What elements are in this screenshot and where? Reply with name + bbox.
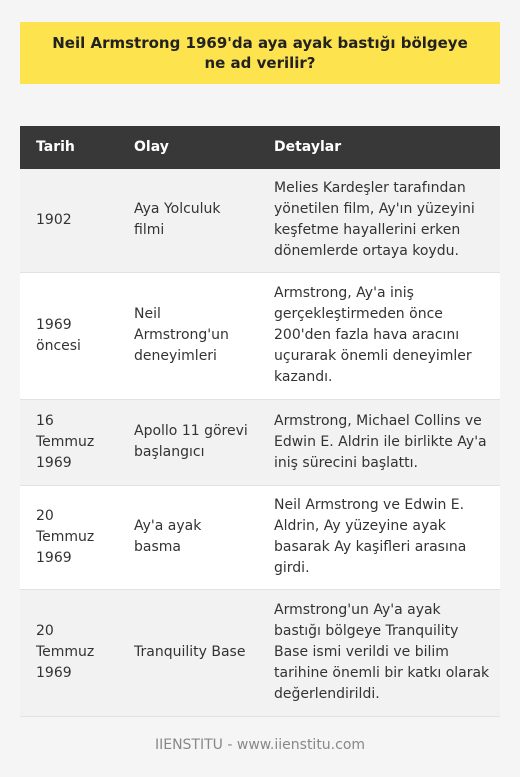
- header-tarih: Tarih: [20, 126, 118, 169]
- table-row: [20, 589, 500, 716]
- cell-tarih: 1902: [20, 169, 118, 272]
- cell-detay: Armstrong, Michael Collins ve Edwin E. Aldrin ile birlikte Ay'a iniş sürecini başlattı.: [258, 399, 500, 485]
- table-row: [20, 485, 500, 589]
- cell-detay: Neil Armstrong ve Edwin E. Aldrin, Ay yüzeyine ayak basarak Ay kaşifleri arasına girdi.: [258, 485, 500, 589]
- question-title: Neil Armstrong 1969'da aya ayak bastığı bölgeye ne ad verilir?: [20, 22, 500, 84]
- cell-olay: Neil Armstrong'un deneyimleri: [118, 272, 258, 399]
- header-detaylar: Detaylar: [258, 126, 500, 169]
- history-table: [20, 126, 500, 717]
- cell-tarih: 20 Temmuz 1969: [20, 485, 118, 589]
- cell-olay: Ay'a ayak basma: [118, 485, 258, 589]
- table-header-row: [20, 126, 500, 169]
- cell-tarih: 20 Temmuz 1969: [20, 589, 118, 716]
- cell-detay: Armstrong, Ay'a iniş gerçekleştirmeden önce 200'den fazla hava aracını uçurarak önemli deneyimler kazandı.: [258, 272, 500, 399]
- cell-olay: Apollo 11 görevi başlangıcı: [118, 399, 258, 485]
- cell-tarih: 1969 öncesi: [20, 272, 118, 399]
- table-row: [20, 272, 500, 399]
- table-row: [20, 169, 500, 272]
- table-row: [20, 399, 500, 485]
- cell-tarih: 16 Temmuz 1969: [20, 399, 118, 485]
- cell-detay: Armstrong'un Ay'a ayak bastığı bölgeye Tranquility Base ismi verildi ve bilim tarihine önemli bir katkı olarak değerlendirildi.: [258, 589, 500, 716]
- header-olay: Olay: [118, 126, 258, 169]
- footer-credit: IIENSTITU - www.iienstitu.com: [154, 737, 366, 753]
- cell-detay: Melies Kardeşler tarafından yönetilen film, Ay'ın yüzeyini keşfetme hayallerini erken dönemlerde ortaya koydu.: [258, 169, 500, 272]
- cell-olay: Tranquility Base: [118, 589, 258, 716]
- cell-olay: Aya Yolculuk filmi: [118, 169, 258, 272]
